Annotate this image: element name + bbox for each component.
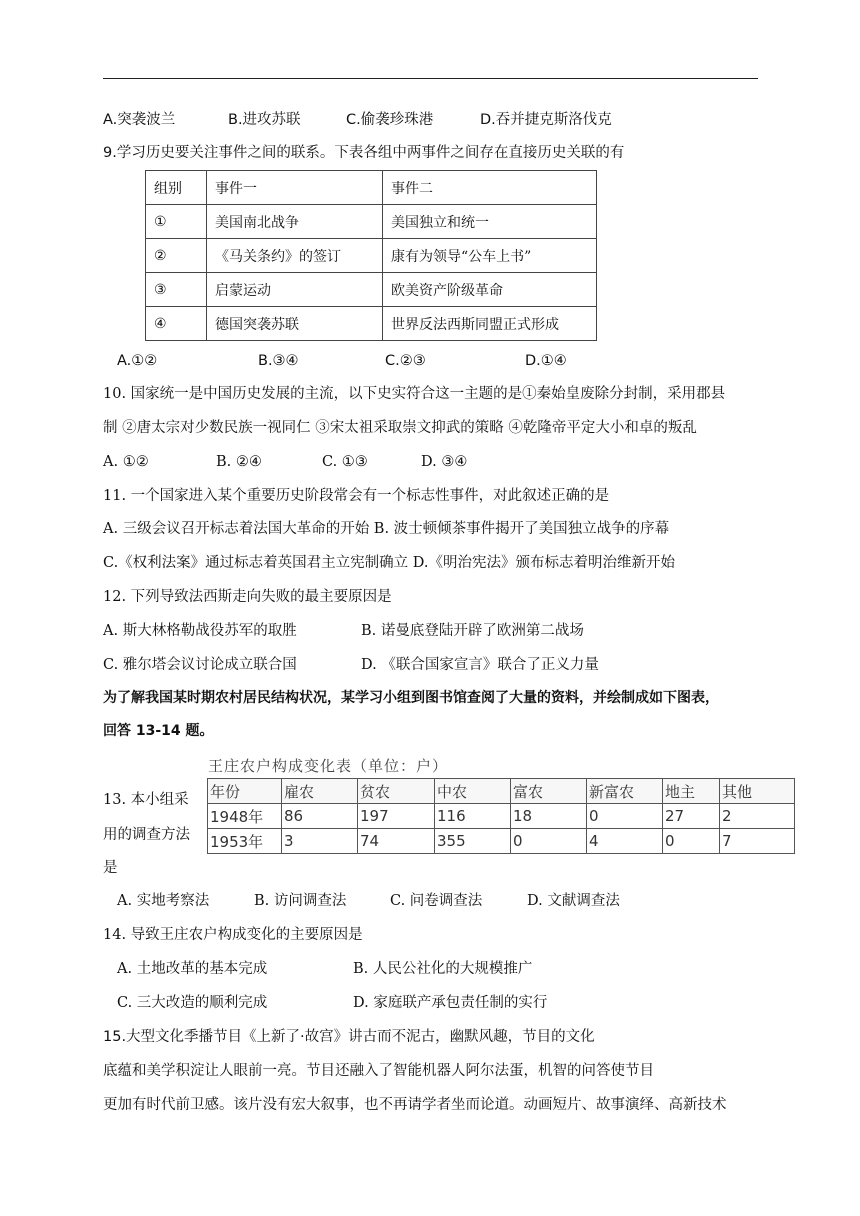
q10-option-c: C. ①③ bbox=[322, 454, 368, 470]
table-header-cell: 地主 bbox=[663, 779, 720, 804]
q13-option-d: D. 文献调查法 bbox=[527, 893, 620, 909]
q13-option-a: A. 实地考察法 bbox=[117, 893, 210, 909]
q10-option-b: B. ②④ bbox=[216, 454, 262, 470]
table-cell: 355 bbox=[435, 829, 511, 854]
q10-line-2: 制 ②唐太宗对少数民族一视同仁 ③宋太祖采取崇文抑武的策略 ④乾隆帝平定大小和卓的叛乱 bbox=[103, 420, 697, 436]
table-row bbox=[146, 307, 597, 341]
table-header-cell: 组别 bbox=[146, 171, 207, 205]
q9-option-b: B.③④ bbox=[258, 353, 299, 369]
table-cell: 4 bbox=[587, 829, 663, 854]
q9-option-d: D.①④ bbox=[525, 353, 567, 369]
table-cell: 86 bbox=[282, 804, 358, 829]
table-header-cell: 年份 bbox=[208, 779, 282, 804]
q11-stem: 11. 一个国家进入某个重要历史阶段常会有一个标志性事件，对此叙述正确的是 bbox=[103, 488, 610, 504]
q12-option-d: D. 《联合国家宣言》联合了正义力量 bbox=[361, 657, 599, 673]
table-cell: ② bbox=[146, 239, 207, 273]
table-header-cell: 贫农 bbox=[358, 779, 435, 804]
table-cell: 7 bbox=[720, 829, 795, 854]
q15-line-3: 更加有时代前卫感。该片没有宏大叙事，也不再请学者坐而论道。动画短片、故事演绎、高新技术 bbox=[103, 1097, 727, 1113]
table-cell: 0 bbox=[663, 829, 720, 854]
table-cell: 美国独立和统一 bbox=[383, 205, 597, 239]
table-cell: 27 bbox=[663, 804, 720, 829]
table-row bbox=[208, 829, 795, 854]
q12-option-b: B. 诺曼底登陆开辟了欧洲第二战场 bbox=[361, 623, 584, 639]
table-header-cell: 其他 bbox=[720, 779, 795, 804]
table-header-cell: 事件一 bbox=[207, 171, 383, 205]
q13-option-c: C. 问卷调查法 bbox=[390, 893, 483, 909]
table-row bbox=[146, 205, 597, 239]
table-cell: 启蒙运动 bbox=[207, 273, 383, 307]
intro-13-14-line-1: 为了解我国某时期农村居民结构状况，某学习小组到图书馆查阅了大量的资料，并绘制成如下图表， bbox=[103, 690, 719, 706]
q11-options-ab: A. 三级会议召开标志着法国大革命的开始 B. 波士顿倾茶事件揭开了美国独立战争的序幕 bbox=[103, 521, 670, 537]
table-cell: 0 bbox=[511, 829, 587, 854]
q14-option-b: B. 人民公社化的大规模推广 bbox=[353, 961, 533, 977]
q12-option-a: A. 斯大林格勒战役苏军的取胜 bbox=[103, 623, 297, 639]
table-cell: 74 bbox=[358, 829, 435, 854]
q13-option-b: B. 访问调查法 bbox=[254, 893, 347, 909]
table-cell: 18 bbox=[511, 804, 587, 829]
q8-option-d: D.吞并捷克斯洛伐克 bbox=[480, 112, 612, 128]
table-cell: 2 bbox=[720, 804, 795, 829]
q8-option-a: A.突袭波兰 bbox=[103, 112, 176, 128]
q10-option-d: D. ③④ bbox=[421, 454, 468, 470]
farm-household-table bbox=[207, 778, 795, 854]
q13-stem-line-1: 13. 本小组采 bbox=[103, 792, 189, 808]
table-cell: 1948年 bbox=[208, 804, 282, 829]
table-header-cell: 富农 bbox=[511, 779, 587, 804]
q14-option-d: D. 家庭联产承包责任制的实行 bbox=[353, 995, 548, 1011]
q8-option-c: C.偷袭珍珠港 bbox=[346, 112, 434, 128]
q11-options-cd: C.《权利法案》通过标志着英国君主立宪制确立 D.《明治宪法》颁布标志着明治维新开始 bbox=[103, 555, 676, 571]
q9-option-a: A.①② bbox=[117, 353, 158, 369]
q13-stem-line-3: 是 bbox=[103, 860, 118, 876]
table-cell: ④ bbox=[146, 307, 207, 341]
q12-option-c: C. 雅尔塔会议讨论成立联合国 bbox=[103, 657, 297, 673]
table-cell: 1953年 bbox=[208, 829, 282, 854]
q13-stem-line-2: 用的调查方法 bbox=[103, 827, 190, 843]
table-row bbox=[146, 273, 597, 307]
table-row bbox=[146, 239, 597, 273]
q15-line-1: 15.大型文化季播节目《上新了·故宫》讲古而不泥古，幽默风趣，节目的文化 bbox=[103, 1029, 595, 1045]
q9-stem: 9.学习历史要关注事件之间的联系。下表各组中两事件之间存在直接历史关联的有 bbox=[103, 145, 625, 161]
table-header-cell: 事件二 bbox=[383, 171, 597, 205]
table-cell: 116 bbox=[435, 804, 511, 829]
table-header-row bbox=[146, 171, 597, 205]
farm-table-caption: 王庄农户构成变化表（单位：户） bbox=[208, 757, 449, 775]
q10-line-1: 10. 国家统一是中国历史发展的主流，以下史实符合这一主题的是①秦始皇废除分封制，采用郡县 bbox=[103, 386, 726, 402]
q14-stem: 14. 导致王庄农户构成变化的主要原因是 bbox=[103, 927, 363, 943]
table-cell: 康有为领导“公车上书” bbox=[383, 239, 597, 273]
table-cell: 0 bbox=[587, 804, 663, 829]
header-rule bbox=[103, 78, 758, 79]
q8-option-b: B.进攻苏联 bbox=[228, 112, 301, 128]
table-cell: 197 bbox=[358, 804, 435, 829]
table-cell: ③ bbox=[146, 273, 207, 307]
q9-option-c: C.②③ bbox=[385, 353, 426, 369]
table-header-cell: 雇农 bbox=[282, 779, 358, 804]
table-header-cell: 新富农 bbox=[587, 779, 663, 804]
table-cell: 美国南北战争 bbox=[207, 205, 383, 239]
table-header-cell: 中农 bbox=[435, 779, 511, 804]
table-cell: 3 bbox=[282, 829, 358, 854]
q9-table bbox=[145, 170, 597, 341]
table-cell: 《马关条约》的签订 bbox=[207, 239, 383, 273]
table-cell: ① bbox=[146, 205, 207, 239]
table-header-row bbox=[208, 779, 795, 804]
table-row bbox=[208, 804, 795, 829]
table-cell: 德国突袭苏联 bbox=[207, 307, 383, 341]
q10-option-a: A. ①② bbox=[103, 454, 149, 470]
table-cell: 欧美资产阶级革命 bbox=[383, 273, 597, 307]
q15-line-2: 底蕴和美学积淀让人眼前一亮。节目还融入了智能机器人阿尔法蛋，机智的问答使节目 bbox=[103, 1063, 654, 1079]
q14-option-c: C. 三大改造的顺利完成 bbox=[117, 995, 268, 1011]
intro-13-14-line-2: 回答 13-14 题。 bbox=[103, 723, 214, 739]
table-cell: 世界反法西斯同盟正式形成 bbox=[383, 307, 597, 341]
q14-option-a: A. 土地改革的基本完成 bbox=[117, 961, 268, 977]
q12-stem: 12. 下列导致法西斯走向失败的最主要原因是 bbox=[103, 589, 392, 605]
